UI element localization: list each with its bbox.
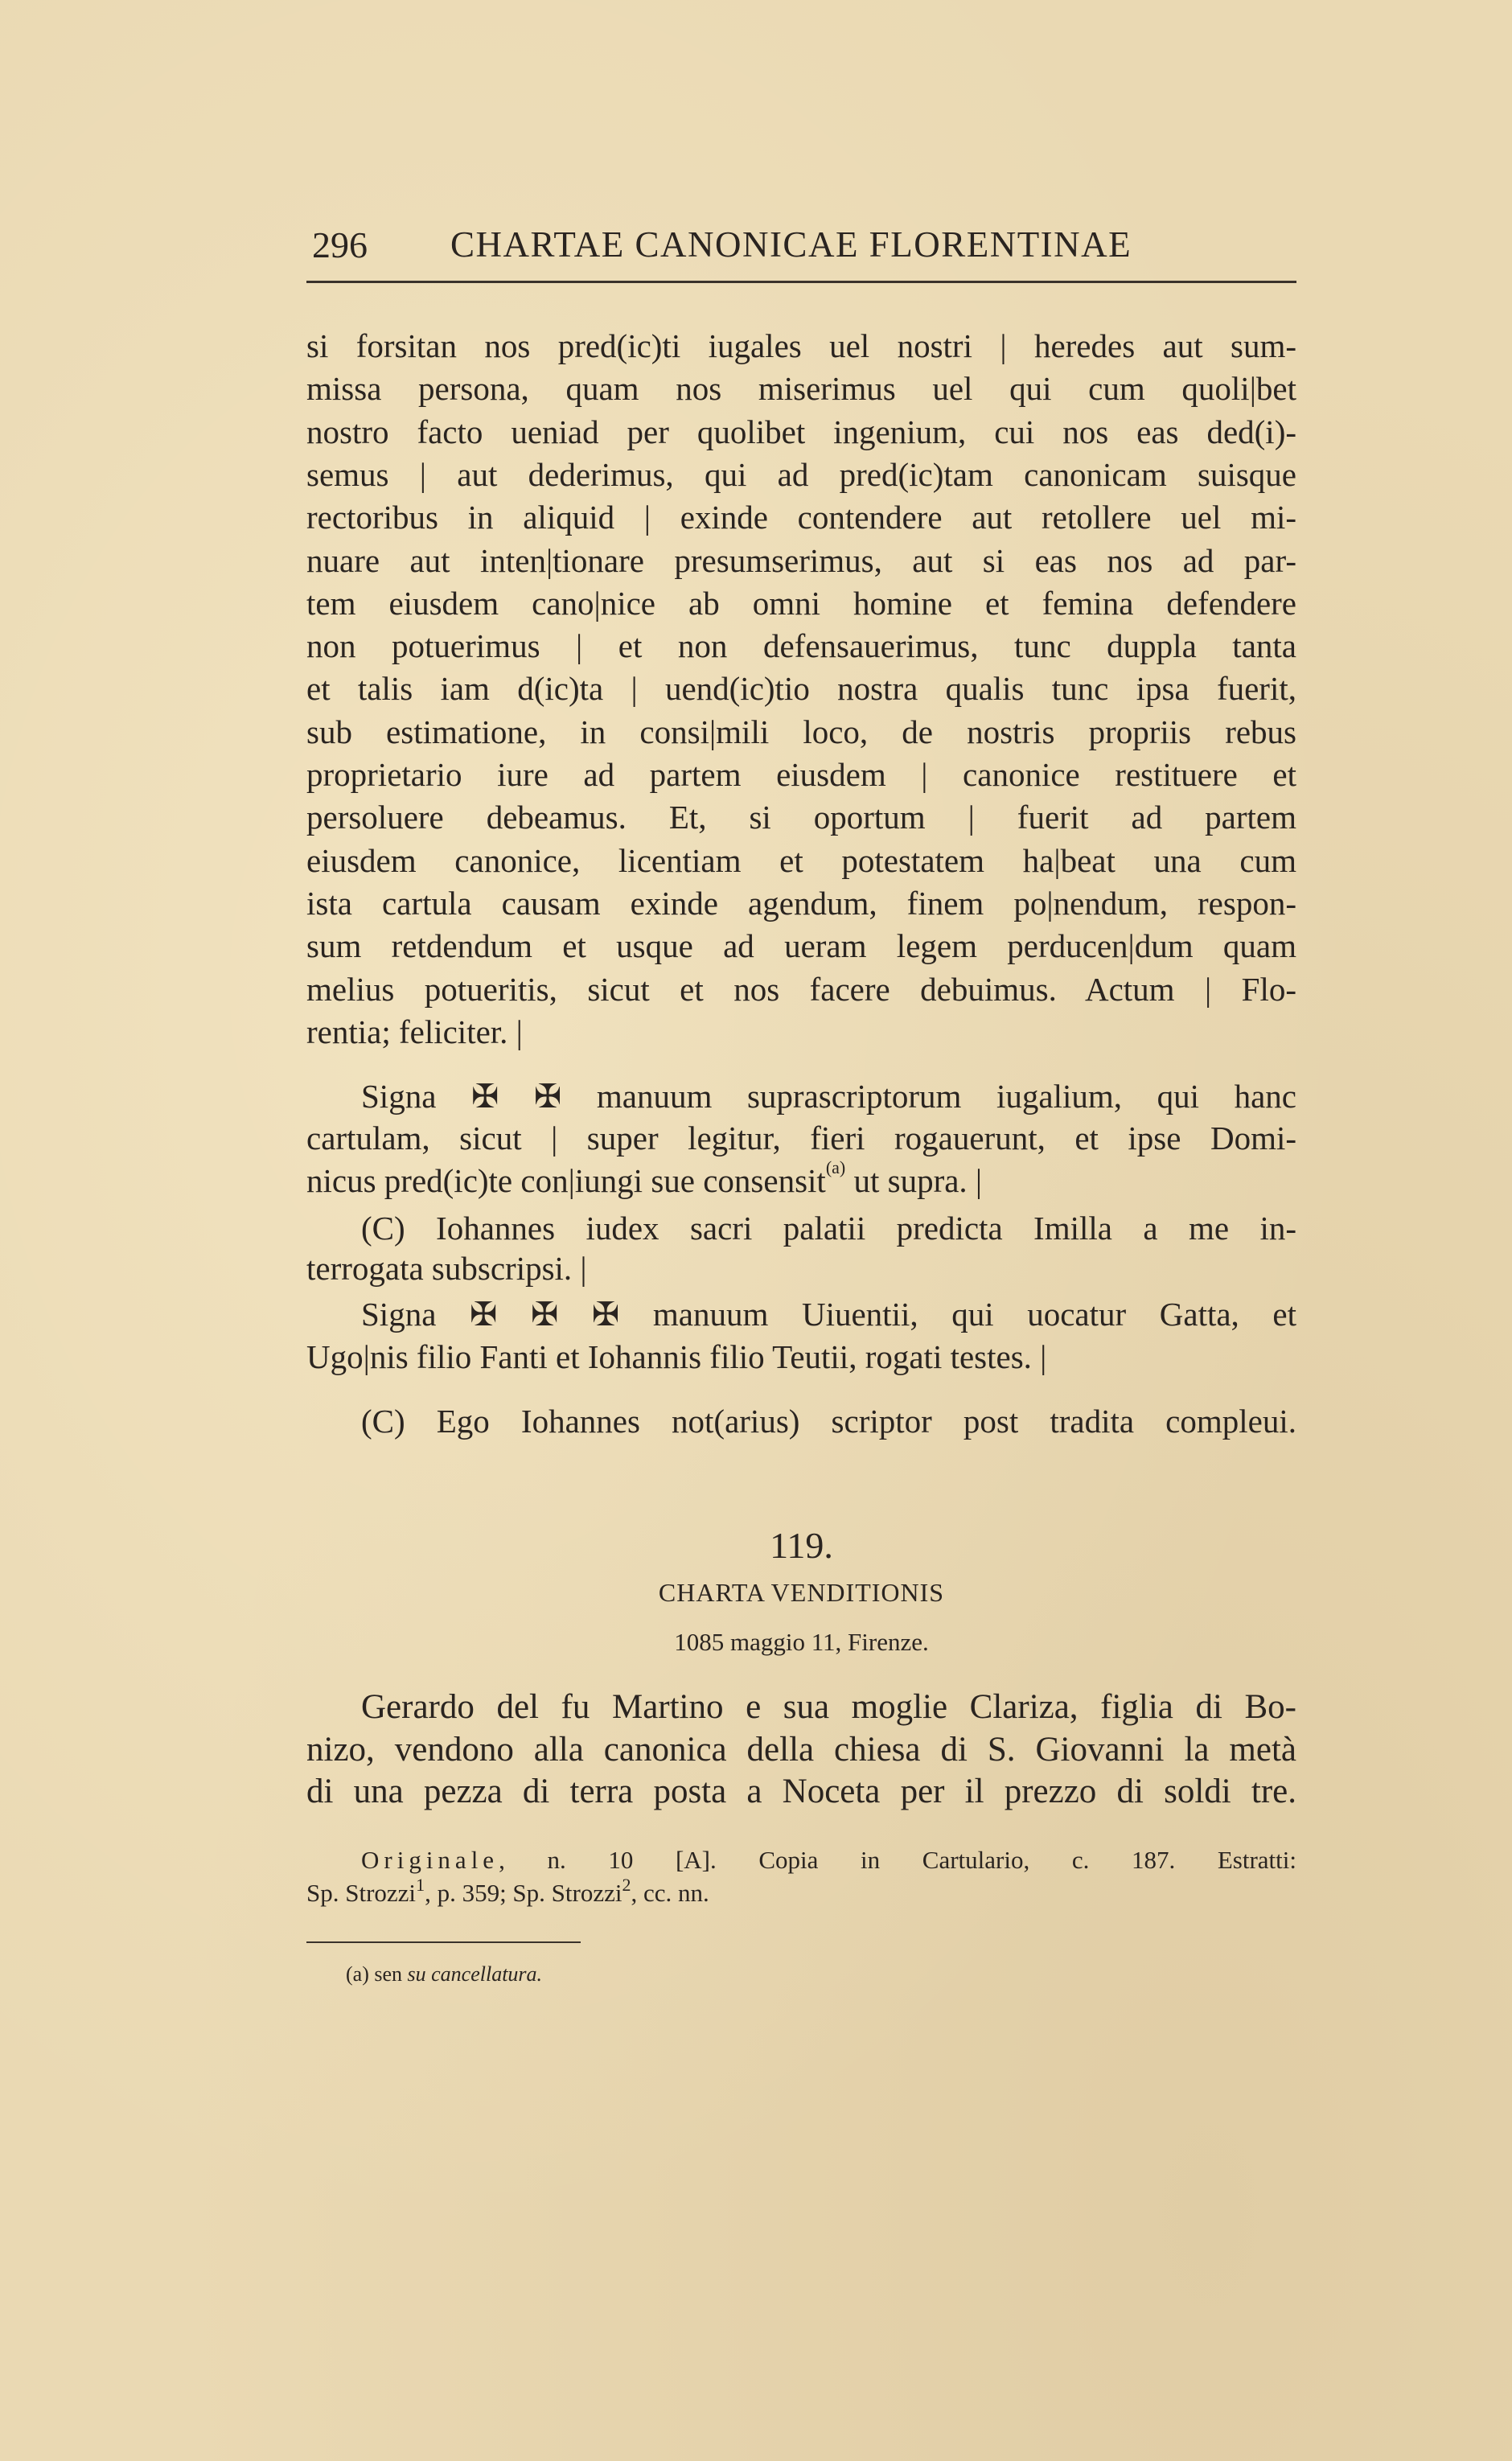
document-number: 119. xyxy=(770,1525,833,1566)
text-span: , cc. nn. xyxy=(631,1879,709,1907)
summary-line: di una pezza di terra posta a Noceta per il prezzo di soldi tre. xyxy=(306,1773,1296,1810)
footnote xyxy=(346,1962,542,1986)
text-line: persoluere debeamus. Et, si oportum | fuerit ad partem xyxy=(306,799,1296,836)
running-title: CHARTAE CANONICAE FLORENTINAE xyxy=(450,224,1132,265)
footnote-mark: (a) sen xyxy=(346,1962,408,1986)
footnote-italic: su cancellatura. xyxy=(407,1962,543,1986)
text-line: ista cartula causam exinde agendum, finem po|nendum, respon- xyxy=(306,884,1296,922)
sources-line xyxy=(306,1877,1296,1909)
text-line: cartulam, sicut | super legitur, fieri rogauerunt, et ipse Domi- xyxy=(306,1120,1296,1157)
text-line: melius potueritis, sicut et nos facere debuimus. Actum | Flo- xyxy=(306,970,1296,1008)
superscript: 2 xyxy=(622,1875,631,1895)
text-line: sub estimatione, in consi|mili loco, de nostris propriis rebus xyxy=(306,713,1296,750)
text-span: , p. 359; Sp. Strozzi xyxy=(425,1879,622,1907)
text-line: Signa ✠ ✠ manuum suprascriptorum iugalium, qui hanc xyxy=(361,1078,1296,1115)
originale-label: Originale xyxy=(361,1846,499,1874)
document-title: CHARTA VENDITIONIS xyxy=(658,1578,945,1607)
text-line: non potuerimus | et non defensauerimus, tunc duppla tanta xyxy=(306,627,1296,665)
text-line: Ugo|nis filio Fanti et Iohannis filio Teutii, rogati testes. | xyxy=(306,1338,1047,1375)
footnote-rule xyxy=(306,1941,581,1943)
footnote-ref: (a) xyxy=(825,1157,846,1177)
sources-line xyxy=(361,1844,1296,1876)
text-line: rectoribus in aliquid | exinde contendere aut retollere uel mi- xyxy=(306,499,1296,536)
text-line: semus | aut dederimus, qui ad pred(ic)tam canonicam suisque xyxy=(306,455,1296,493)
text-line: terrogata subscripsi. | xyxy=(306,1250,587,1287)
text-line: nostro facto ueniad per quolibet ingenium, cui nos eas ded(i)- xyxy=(306,413,1296,450)
summary-line: nizo, vendono alla canonica della chiesa di S. Giovanni la metà xyxy=(306,1731,1296,1769)
text-line: rentia; feliciter. | xyxy=(306,1013,523,1050)
text-line: (C) Iohannes iudex sacri palatii predicta Imilla a me in- xyxy=(361,1210,1296,1247)
text-line: Signa ✠ ✠ ✠ manuum Uiuentii, qui uocatur Gatta, et xyxy=(361,1296,1296,1333)
superscript: 1 xyxy=(416,1875,425,1895)
text-span: Sp. Strozzi xyxy=(306,1879,417,1907)
text-span: ut supra. | xyxy=(845,1162,983,1199)
text-line: sum retdendum et usque ad ueram legem perducen|dum quam xyxy=(306,927,1296,965)
text-line: eiusdem canonice, licentiam et potestatem ha|beat una cum xyxy=(306,841,1296,879)
header-rule xyxy=(306,281,1296,283)
document-date: 1085 maggio 11, Firenze. xyxy=(674,1628,929,1656)
text-line: si forsitan nos pred(ic)ti iugales uel nostri | heredes aut sum- xyxy=(306,327,1296,364)
text-line: et talis iam d(ic)ta | uend(ic)tio nostra qualis tunc ipsa fuerit, xyxy=(306,670,1296,708)
page-number: 296 xyxy=(312,224,368,265)
text-span: nicus pred(ic)te con|iungi sue consensit xyxy=(306,1162,826,1199)
text-line: (C) Ego Iohannes not(arius) scriptor post tradita compleui. xyxy=(361,1403,1296,1440)
text-line: nuare aut inten|tionare presumserimus, aut si eas nos ad par- xyxy=(306,541,1296,579)
summary-line: Gerardo del fu Martino e sua moglie Clariza, figlia di Bo- xyxy=(361,1688,1296,1726)
text-line: tem eiusdem cano|nice ab omni homine et femina defendere xyxy=(306,584,1296,622)
text-line xyxy=(306,1157,1296,1202)
text-span: , n. 10 [A]. Copia in Cartulario, c. 187. Estratti: xyxy=(499,1846,1296,1874)
text-line: missa persona, quam nos miserimus uel qui cum quoli|bet xyxy=(306,370,1296,408)
text-line: proprietario iure ad partem eiusdem | canonice restituere et xyxy=(306,756,1296,793)
